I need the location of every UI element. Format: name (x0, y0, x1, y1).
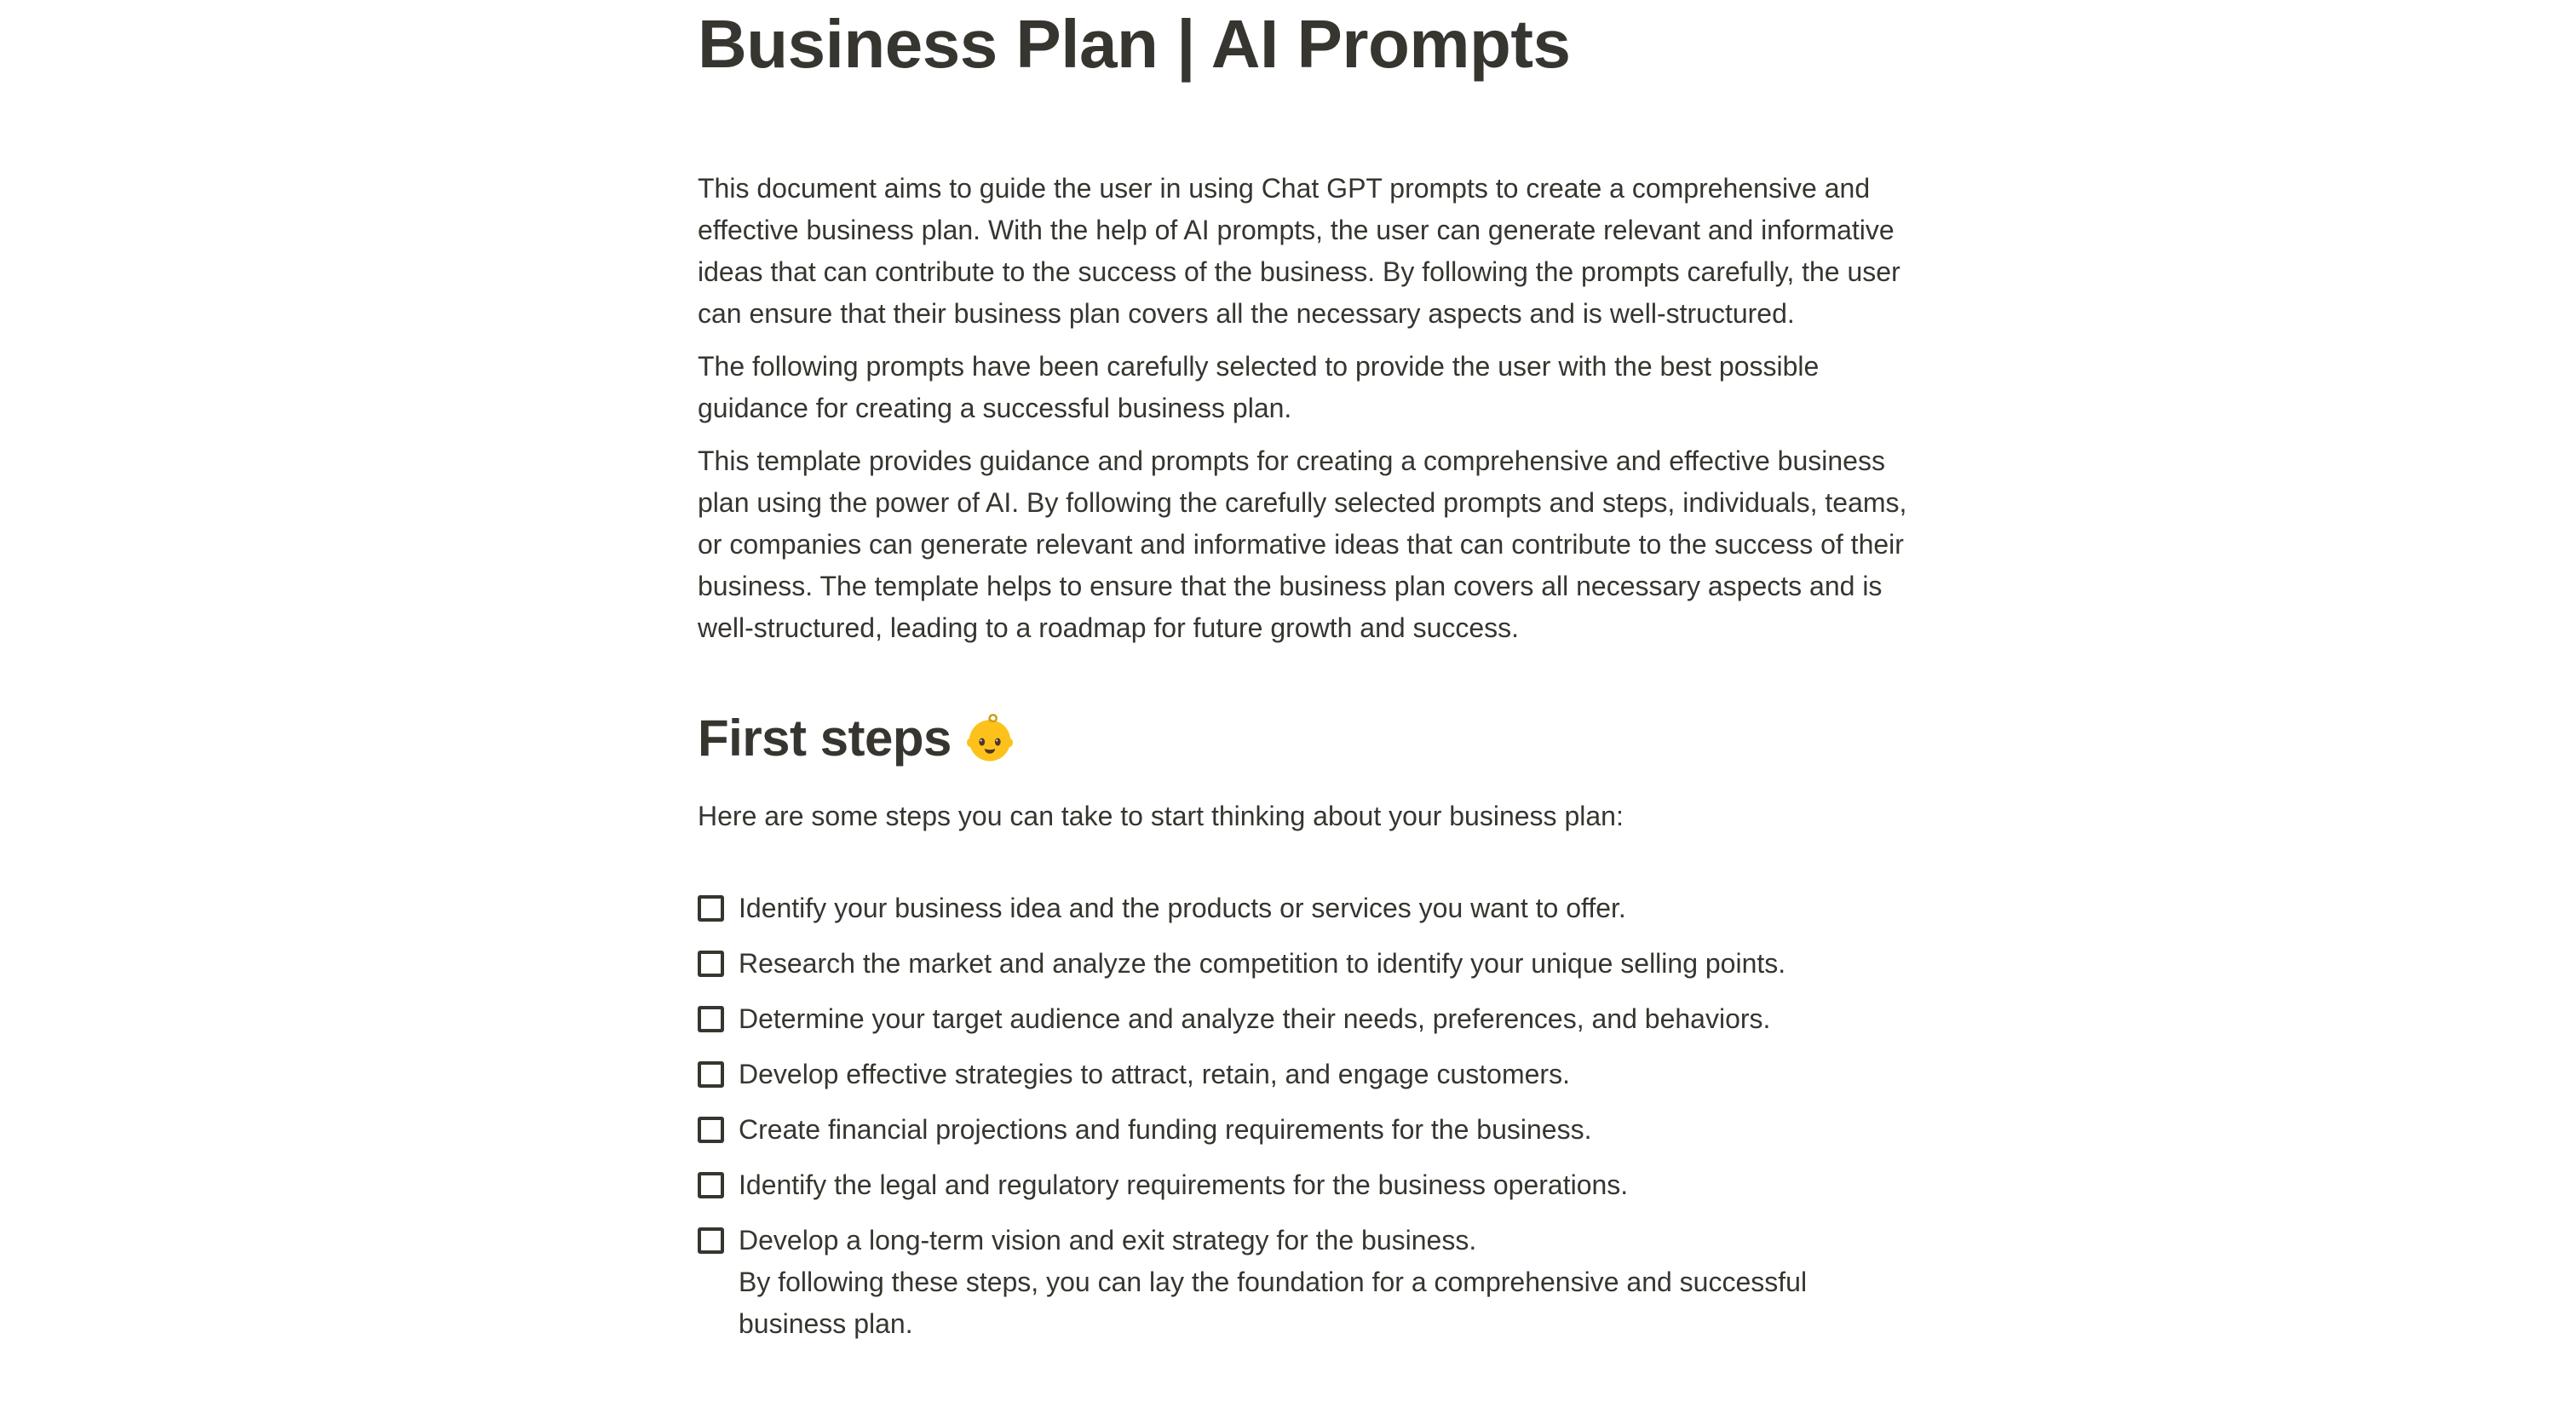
todo-label: Identify your business idea and the products or services you want to offer. (739, 893, 1626, 923)
todo-label: Research the market and analyze the competition to identify your unique selling points. (739, 948, 1786, 979)
todo-item (698, 1102, 1908, 1158)
section-heading-text: First steps (698, 710, 952, 767)
todo-continuation: By following these steps, you can lay the foundation for a comprehensive and successful business plan. (739, 1267, 1808, 1339)
todo-label: Identify the legal and regulatory requirements for the business operations. (739, 1169, 1629, 1200)
todo-item (698, 1213, 1908, 1352)
todo-text (739, 888, 1908, 929)
todo-text (739, 1054, 1908, 1095)
section-lead: Here are some steps you can take to start thinking about your business plan: (698, 801, 1624, 831)
page-content (698, 0, 1908, 1352)
todo-checkbox[interactable] (698, 1117, 724, 1143)
page-title: Business Plan | AI Prompts (698, 6, 1571, 82)
todo-checkbox[interactable] (698, 1227, 724, 1254)
intro-paragraph: This template provides guidance and prompts for creating a comprehensive and effective business plan using the power of AI. By following the carefully selected prompts and steps, individuals, teams, or companies can generate relevant and informative ideas that can contribute to the success of their business. The template helps to ensure that the business plan covers all necessary aspects and is well-structured, leading to a roadmap for future growth and success. (698, 445, 1907, 643)
todo-label: Develop effective strategies to attract, retain, and engage customers. (739, 1059, 1570, 1089)
todo-text (739, 998, 1908, 1040)
todo-item (698, 1047, 1908, 1102)
todo-text (739, 1109, 1908, 1151)
todo-item (698, 936, 1908, 991)
todo-list (698, 881, 1908, 1352)
intro-section (698, 168, 1908, 649)
todo-label: Create financial projections and funding requirements for the business. (739, 1114, 1592, 1145)
todo-text (739, 1164, 1908, 1206)
section-heading (698, 706, 1908, 771)
todo-checkbox[interactable] (698, 895, 724, 922)
baby-emoji-icon (965, 714, 1015, 763)
todo-text (739, 943, 1908, 985)
todo-label: Determine your target audience and analyze their needs, preferences, and behaviors. (739, 1003, 1771, 1034)
todo-checkbox[interactable] (698, 1006, 724, 1032)
todo-item (698, 991, 1908, 1047)
todo-checkbox[interactable] (698, 1172, 724, 1198)
todo-checkbox[interactable] (698, 951, 724, 977)
todo-item (698, 1158, 1908, 1213)
intro-paragraph: The following prompts have been carefully selected to provide the user with the best possible guidance for creating a successful business plan. (698, 351, 1820, 423)
todo-label: Develop a long-term vision and exit strategy for the business. (739, 1225, 1477, 1255)
todo-checkbox[interactable] (698, 1061, 724, 1088)
blank-line (698, 837, 1908, 881)
intro-paragraph: This document aims to guide the user in using Chat GPT prompts to create a comprehensive and effective business plan. With the help of AI prompts, the user can generate relevant and informative ideas that can contribute to the success of the business. By following the prompts carefully, the user can ensure that their business plan covers all the necessary aspects and is well-structured. (698, 173, 1900, 329)
todo-text (739, 1220, 1908, 1345)
todo-item (698, 881, 1908, 936)
